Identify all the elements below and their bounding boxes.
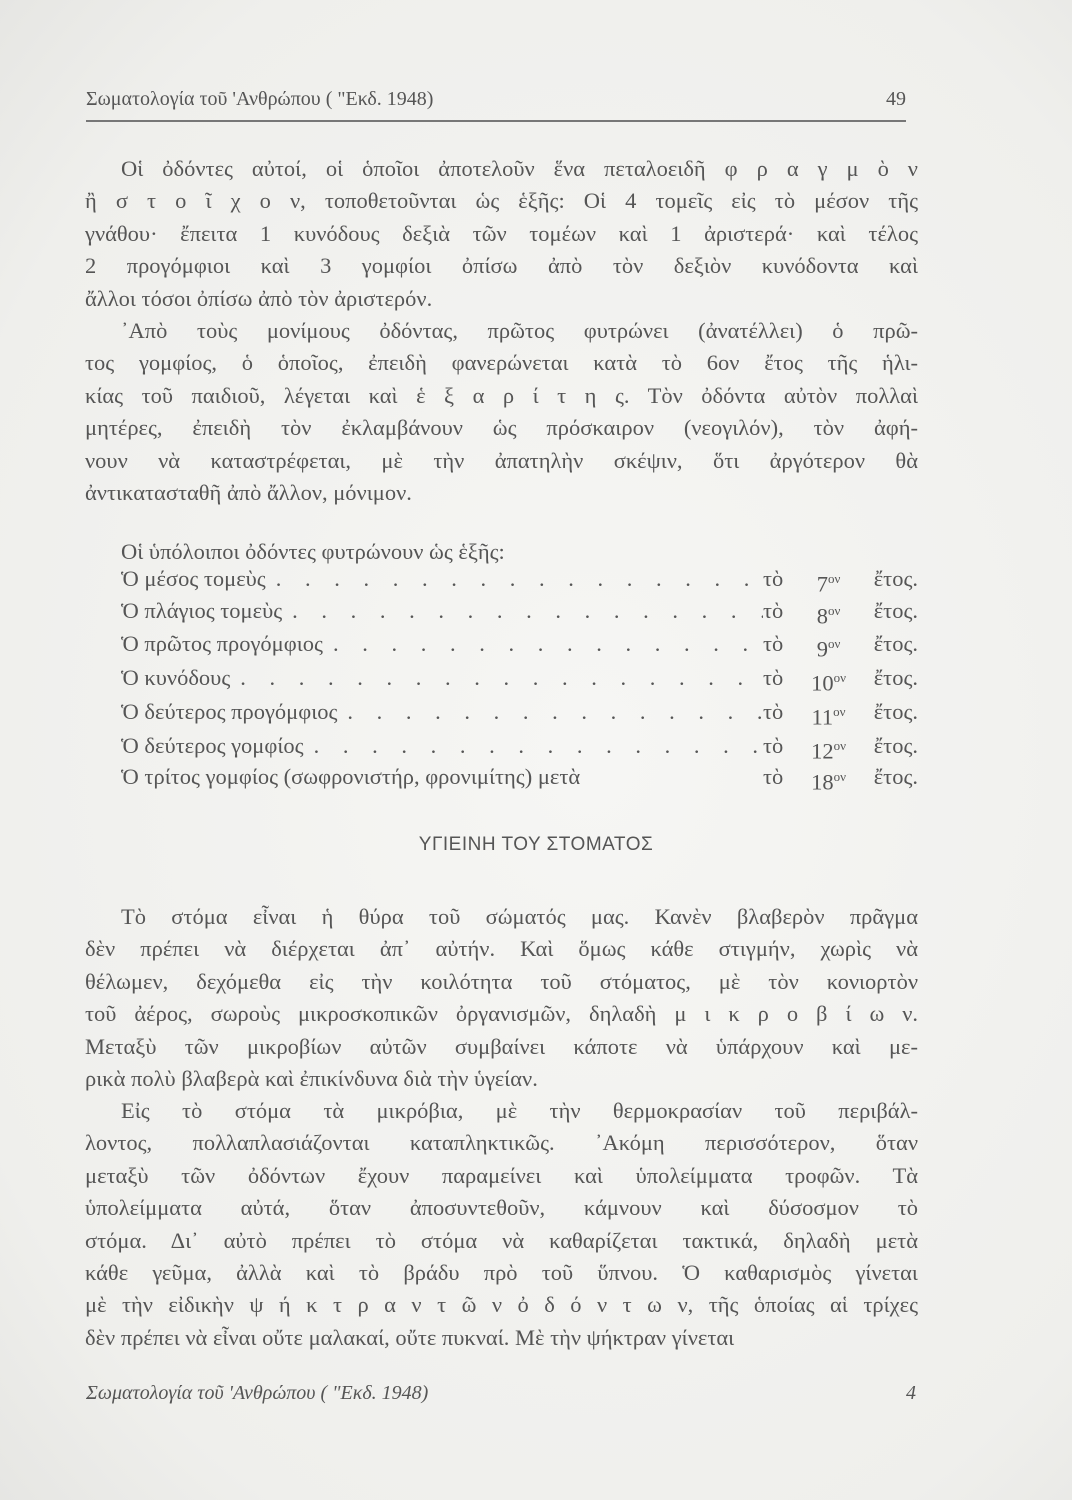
year-value xyxy=(817,629,841,665)
year-value xyxy=(817,564,841,600)
article: τὸ xyxy=(763,566,784,591)
year-word: ἔτος. xyxy=(873,631,918,656)
text-line: ἀντικατασταθῆ ἀπὸ ἄλλον, μόνιμον. xyxy=(85,480,412,505)
section-heading: ΥΓΙΕΙΝΗ ΤΟΥ ΣΤΟΜΑΤΟΣ xyxy=(418,834,654,855)
year-value xyxy=(811,697,845,733)
text-line: τοῦ ἀέρος, σωροὺς μικροσκοπικῶν ὀργανισμῶν, δηλαδὴ μ ι κ ρ ο β ί ω ν. xyxy=(85,1001,918,1027)
list-item xyxy=(121,762,918,798)
text-line: ὑπολείμματα αὐτά, ὅταν ἀποσυντεθοῦν, κάμνουν καὶ δύσοσμον τὸ xyxy=(85,1195,918,1221)
dot-leader xyxy=(266,564,763,600)
year-value xyxy=(811,663,846,699)
dot-leader xyxy=(337,697,763,733)
text-line: κίας τοῦ παιδιοῦ, λέγεται καὶ ἑ ξ α ρ ί τ η ς. Τὸν ὀδόντα αὐτὸν πολλαὶ xyxy=(85,382,918,408)
list-item xyxy=(121,564,918,600)
text-line: ρικὰ πολὺ βλαβερὰ καὶ ἐπικίνδυνα διὰ τὴν ὑγείαν. xyxy=(85,1066,538,1091)
text-line: μητέρες, ἐπειδὴ τὸν ἐκλαμβάνουν ὡς πρόσκαιρον (νεογιλόν), τὸν ἀφή- xyxy=(85,415,918,441)
text-line: τος γομφίος, ὁ ὁποῖος, ἐπειδὴ φανερώνεται κατὰ τὸ 6ον ἔτος τῆς ἡλι- xyxy=(85,350,918,376)
ordinal-suffix: ον xyxy=(833,769,846,784)
tooth-name: Ὁ πρῶτος προγόμφιος xyxy=(121,631,323,656)
list-item xyxy=(121,663,918,699)
ordinal-suffix: ον xyxy=(833,704,846,719)
year-number: 18 xyxy=(811,769,834,795)
text-line: γνάθου· ἔπειτα 1 κυνόδους δεξιὰ τῶν τομέων καὶ 1 ἀριστερά· καὶ τέλος xyxy=(85,220,918,246)
text-line: Μεταξὺ τῶν μικροβίων αὐτῶν συμβαίνει κάποτε νὰ ὑπάρχουν καὶ με- xyxy=(85,1033,918,1059)
tooth-name: Ὁ τρίτος γομφίος (σωφρονιστήρ, φρονιμίτης) μετὰ xyxy=(121,764,581,789)
dot-leader xyxy=(580,762,763,798)
year-word: ἔτος. xyxy=(873,665,918,690)
header-title: Σωματολογία τοῦ 'Ανθρώπου ( "Εκδ. 1948) xyxy=(86,88,434,110)
text-line: μεταξὺ τῶν ὀδόντων ἔχουν παραμείνει καὶ ὑπολείμματα τροφῶν. Τὰ xyxy=(85,1162,918,1188)
article: τὸ xyxy=(763,733,784,758)
footer-title: Σωματολογία τοῦ 'Ανθρώπου ( "Εκδ. 1948) xyxy=(86,1382,429,1404)
text-line: κάθε γεῦμα, ἀλλὰ καὶ τὸ βράδυ πρὸ τοῦ ὕπνου. Ὁ καθαρισμὸς γίνεται xyxy=(85,1260,918,1285)
article: τὸ xyxy=(763,764,784,789)
eruption-year xyxy=(763,762,918,798)
tooth-name: Ὁ μέσος τομεὺς xyxy=(121,566,266,591)
year-value xyxy=(811,762,846,798)
text-line: λοντος, πολλαπλασιάζονται καταπληκτικῶς. ᾿Ακόμη περισσότερον, ὅταν xyxy=(85,1130,918,1156)
eruption-year xyxy=(763,629,918,665)
text-line: δὲν πρέπει νὰ εἶναι οὔτε μαλακαί, οὔτε πυκναί. Μὲ τὴν ψήκτραν γίνεται xyxy=(85,1324,735,1350)
text-line: δὲν πρέπει νὰ διέρχεται ἀπ᾿ αὐτήν. Καὶ ὅμως κάθε στιγμήν, χωρὶς νὰ xyxy=(85,936,918,962)
year-word: ἔτος. xyxy=(873,733,918,758)
text-line: στόμα. Δι᾿ αὐτὸ πρέπει τὸ στόμα νὰ καθαρίζεται τακτικά, δηλαδὴ μετὰ xyxy=(85,1227,918,1253)
year-number: 11 xyxy=(811,704,834,730)
text-line: Εἰς τὸ στόμα τὰ μικρόβια, μὲ τὴν θερμοκρασίαν τοῦ περιβάλ- xyxy=(121,1098,918,1123)
text-line: ἄλλοι τόσοι ὀπίσω ἀπὸ τὸν ἀριστερόν. xyxy=(85,285,433,311)
dot-leader xyxy=(323,629,763,665)
article: τὸ xyxy=(763,631,784,656)
ordinal-suffix: ον xyxy=(833,670,846,685)
ordinal-suffix: ον xyxy=(833,738,846,753)
footer xyxy=(86,1382,916,1405)
tooth-name: Ὁ δεύτερος γομφίος xyxy=(121,733,304,758)
list-item xyxy=(121,596,918,632)
eruption-year xyxy=(763,663,918,699)
year-number: 12 xyxy=(811,738,834,764)
header-rule xyxy=(86,120,906,122)
list-item xyxy=(121,697,918,733)
eruption-year xyxy=(763,596,918,632)
tooth-name: Ὁ κυνόδους xyxy=(121,665,231,690)
eruption-year xyxy=(763,697,918,733)
text-line: ᾿Απὸ τοὺς μονίμους ὀδόντας, πρῶτος φυτρώνει (ἀνατέλλει) ὁ πρῶ- xyxy=(121,318,918,343)
year-value xyxy=(817,596,841,632)
text-line: μὲ τὴν εἰδικὴν ψ ή κ τ ρ α ν τ ῶ ν ὀ δ ό ν τ ω ν, τῆς ὁποίας αἱ τρίχες xyxy=(85,1292,918,1318)
text-line: ἢ σ τ ο ῖ χ ο ν, τοποθετοῦνται ὡς ἑξῆς: Οἱ 4 τομεῖς εἰς τὸ μέσον τῆς xyxy=(85,188,918,214)
ordinal-suffix: ον xyxy=(827,571,841,586)
year-number: 8 xyxy=(816,603,828,629)
dot-leader xyxy=(230,663,763,699)
article: τὸ xyxy=(763,699,784,724)
text-line: Οἱ ὀδόντες αὐτοί, οἱ ὁποῖοι ἀποτελοῦν ἕνα πεταλοειδῆ φ ρ α γ μ ὸ ν xyxy=(121,156,918,181)
text-line: θέλωμεν, δεχόμεθα εἰς τὴν κοιλότητα τοῦ στόματος, μὲ τὸν κονιορτὸν xyxy=(85,968,918,994)
ordinal-suffix: ον xyxy=(827,603,841,618)
text-line: νουν νὰ καταστρέφεται, μὲ τὴν ἀπατηλὴν σκέψιν, ὅτι ἀργότερον θὰ xyxy=(85,447,918,473)
ordinal-suffix: ον xyxy=(827,636,841,651)
year-word: ἔτος. xyxy=(873,566,918,591)
signature-number: 4 xyxy=(906,1382,916,1404)
tooth-name: Ὁ δεύτερος προγόμφιος xyxy=(121,699,338,724)
year-number: 7 xyxy=(816,571,828,597)
tooth-name: Ὁ πλάγιος τομεὺς xyxy=(121,598,283,623)
article: τὸ xyxy=(763,665,784,690)
year-word: ἔτος. xyxy=(873,764,918,789)
dot-leader xyxy=(282,596,763,632)
year-number: 10 xyxy=(811,670,834,696)
list-intro: Οἱ ὑπόλοιποι ὀδόντες φυτρώνουν ὡς ἑξῆς: xyxy=(121,539,505,564)
text-line: Τὸ στόμα εἶναι ἡ θύρα τοῦ σώματός μας. Κανὲν βλαβερὸν πρᾶγμα xyxy=(121,904,918,929)
year-word: ἔτος. xyxy=(873,598,918,623)
article: τὸ xyxy=(763,598,784,623)
text-line: 2 προγόμφιοι καὶ 3 γομφίοι ὀπίσω ἀπὸ τὸν δεξιὸν κυνόδοντα καὶ xyxy=(85,253,918,279)
page-number: 49 xyxy=(886,88,906,110)
list-item xyxy=(121,629,918,665)
year-word: ἔτος. xyxy=(873,699,918,724)
eruption-year xyxy=(763,564,918,600)
year-number: 9 xyxy=(816,636,828,662)
